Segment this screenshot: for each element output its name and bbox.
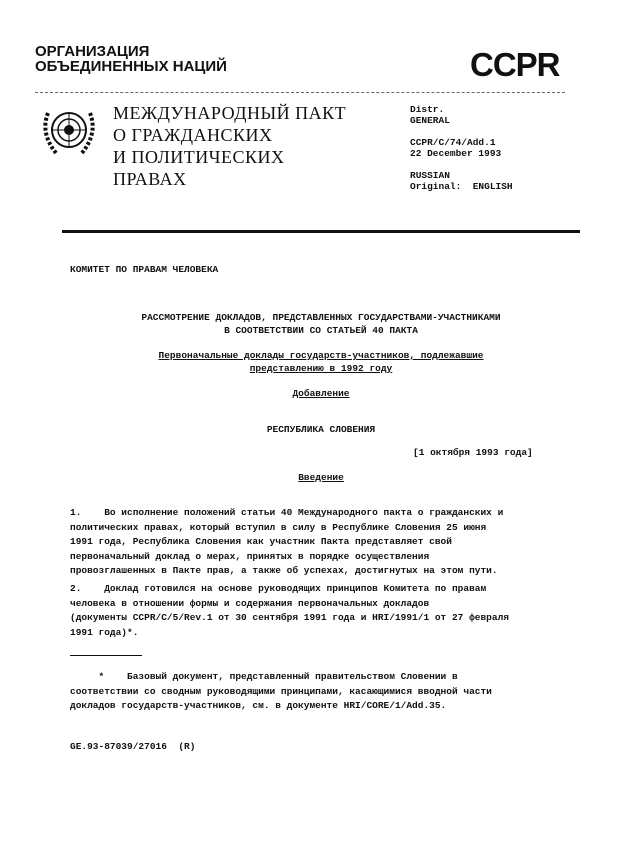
header-rule — [62, 230, 580, 233]
document-code: GE.93-87039/27016 (R) — [70, 741, 196, 752]
document-date: 22 December 1993 — [410, 148, 502, 159]
divider — [35, 92, 565, 93]
text-line: 2. Доклад готовился на основе руководящих принципов Комитета по правам — [70, 583, 487, 594]
document-symbol: CCPR/C/74/Add.1 — [410, 137, 496, 148]
subtitle-line: Первоначальные доклады государств-участников, подлежавшие — [158, 350, 484, 361]
committee-name: КОМИТЕТ ПО ПРАВАМ ЧЕЛОВЕКА — [70, 264, 219, 275]
org-line: ОРГАНИЗАЦИЯ — [35, 43, 150, 60]
covenant-line: МЕЖДУНАРОДНЫЙ ПАКТ — [113, 103, 347, 123]
org-line: ОБЪЕДИНЕННЫХ НАЦИЙ — [35, 58, 227, 75]
covenant-line: О ГРАЖДАНСКИХ — [113, 125, 273, 145]
text-line: первоначальный доклад о мерах, принятых в порядке осуществления — [70, 550, 430, 562]
subtitle-line: представлению в 1992 году — [249, 363, 393, 374]
footnote-separator — [70, 655, 142, 656]
ccpr-logo: CCPR — [470, 46, 560, 83]
text-line: 1991 года)*. — [70, 626, 139, 638]
paragraph-2 — [70, 582, 560, 640]
covenant-line: И ПОЛИТИЧЕСКИХ — [113, 147, 285, 167]
report-date: [1 октября 1993 года] — [413, 447, 533, 458]
language: RUSSIAN — [410, 170, 450, 181]
covenant-line: ПРАВАХ — [113, 169, 187, 189]
paragraph-1 — [70, 506, 560, 579]
text-line: докладов государств-участников, см. в документе HRI/CORE/1/Add.35. — [70, 700, 447, 712]
document-metadata — [410, 104, 513, 192]
country-heading: РЕСПУБЛИКА СЛОВЕНИЯ — [266, 424, 376, 435]
distr-value: GENERAL — [410, 115, 450, 126]
text-line: соответствии со сводным руководящими принципами, касающимися вводной части — [70, 685, 492, 697]
text-line: 1. Во исполнение положений статьи 40 Международного пакта о гражданских и — [70, 507, 504, 518]
footnote — [70, 670, 560, 714]
text-line: политических правах, который вступил в силу в Республике Словения 25 июня — [70, 521, 487, 533]
addendum-heading: Добавление — [292, 388, 350, 399]
title-line: В СООТВЕТСТВИИ СО СТАТЬЕЙ 40 ПАКТА — [224, 325, 418, 336]
un-emblem-icon — [38, 103, 100, 161]
text-line: 1991 года, Республика Словения как участник Пакта представляет свой — [70, 536, 452, 548]
text-line: человека в отношении формы и содержания первоначальных докладов — [70, 597, 430, 609]
text-line: (документы CCPR/C/5/Rev.1 от 30 сентября 1991 года и HRI/1991/1 от 27 февраля — [70, 612, 509, 624]
distr-label: Distr. — [410, 104, 445, 115]
text-line: провозглашенных в Пакте прав, а также об успехах, достигнутых на этом пути. — [70, 565, 498, 577]
organization-name — [35, 44, 227, 74]
covenant-title — [113, 102, 346, 190]
original-language: Original: ENGLISH — [410, 181, 513, 192]
introduction-heading: Введение — [298, 472, 344, 483]
text-line: * Базовый документ, представленный правительством Словении в — [70, 671, 458, 682]
title-line: РАССМОТРЕНИЕ ДОКЛАДОВ, ПРЕДСТАВЛЕННЫХ ГОСУДАРСТВАМИ-УЧАСТНИКАМИ — [141, 312, 501, 323]
